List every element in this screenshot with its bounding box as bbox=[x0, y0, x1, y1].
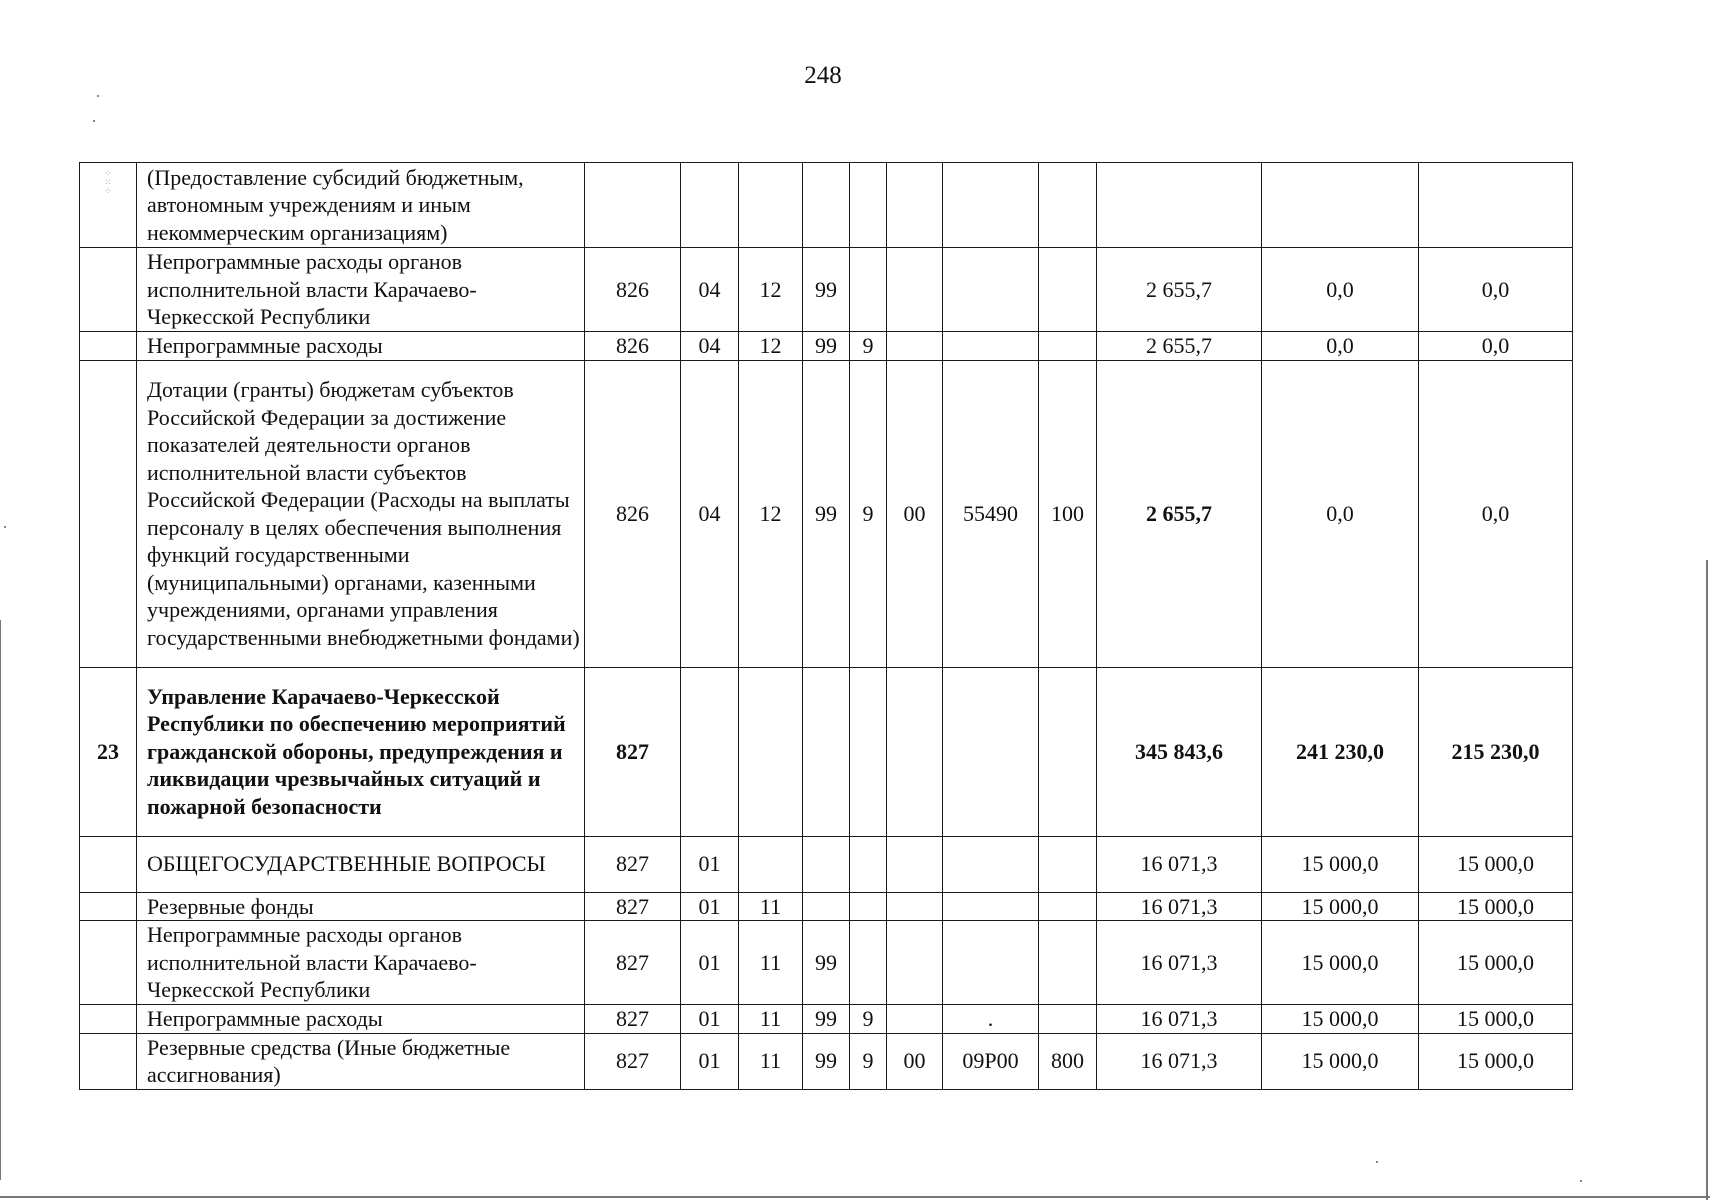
cell-expense-type bbox=[1039, 248, 1097, 332]
cell-ministry-code: 827 bbox=[585, 667, 681, 836]
cell-amount-3: 15 000,0 bbox=[1419, 892, 1573, 921]
row-number bbox=[80, 360, 137, 667]
cell-amount-2: 241 230,0 bbox=[1262, 667, 1419, 836]
row-name: Непрограммные расходы органов исполнительной власти Карачаево-Черкесской Республики bbox=[137, 248, 585, 332]
cell-main-event bbox=[887, 667, 943, 836]
row-name: Резервные фонды bbox=[137, 892, 585, 921]
cell-amount-3: 15 000,0 bbox=[1419, 1005, 1573, 1034]
table-row bbox=[80, 667, 1573, 836]
cell-section: 04 bbox=[681, 360, 739, 667]
cell-amount-2: 15 000,0 bbox=[1262, 1033, 1419, 1089]
row-number bbox=[80, 248, 137, 332]
cell-ministry-code bbox=[585, 163, 681, 248]
row-number bbox=[80, 836, 137, 892]
cell-subsection: 11 bbox=[739, 1033, 803, 1089]
cell-subsection: 12 bbox=[739, 248, 803, 332]
cell-direction: 09Р00 bbox=[943, 1033, 1039, 1089]
cell-ministry-code: 827 bbox=[585, 921, 681, 1005]
table-row bbox=[80, 1033, 1573, 1089]
cell-amount-1: 16 071,3 bbox=[1097, 892, 1262, 921]
cell-ministry-code: 827 bbox=[585, 892, 681, 921]
cell-program bbox=[803, 163, 850, 248]
table-row bbox=[80, 1005, 1573, 1034]
cell-program: 99 bbox=[803, 921, 850, 1005]
table-row bbox=[80, 921, 1573, 1005]
cell-subsection bbox=[739, 667, 803, 836]
cell-expense-type bbox=[1039, 163, 1097, 248]
cell-section: 01 bbox=[681, 892, 739, 921]
cell-amount-2: 15 000,0 bbox=[1262, 921, 1419, 1005]
cell-main-event bbox=[887, 892, 943, 921]
table-row bbox=[80, 360, 1573, 667]
cell-subsection bbox=[739, 836, 803, 892]
cell-program: 99 bbox=[803, 248, 850, 332]
cell-section: 04 bbox=[681, 248, 739, 332]
scan-edge-line bbox=[0, 620, 1, 1180]
cell-section: 01 bbox=[681, 1005, 739, 1034]
cell-subprogram: 9 bbox=[850, 332, 887, 361]
cell-amount-3: 15 000,0 bbox=[1419, 921, 1573, 1005]
cell-amount-2: 15 000,0 bbox=[1262, 892, 1419, 921]
scan-bottom-line bbox=[0, 1196, 1710, 1198]
cell-direction bbox=[943, 667, 1039, 836]
table-row bbox=[80, 836, 1573, 892]
cell-main-event bbox=[887, 248, 943, 332]
cell-subsection: 11 bbox=[739, 1005, 803, 1034]
cell-subprogram bbox=[850, 248, 887, 332]
row-number: 23 bbox=[80, 667, 137, 836]
cell-direction bbox=[943, 163, 1039, 248]
budget-table bbox=[79, 162, 1573, 1090]
cell-amount-1: 16 071,3 bbox=[1097, 921, 1262, 1005]
cell-expense-type bbox=[1039, 836, 1097, 892]
cell-direction bbox=[943, 332, 1039, 361]
row-number bbox=[80, 1005, 137, 1034]
cell-program: 99 bbox=[803, 332, 850, 361]
cell-subsection: 12 bbox=[739, 332, 803, 361]
cell-amount-1: 2 655,7 bbox=[1097, 332, 1262, 361]
cell-direction bbox=[943, 892, 1039, 921]
cell-amount-3: 0,0 bbox=[1419, 332, 1573, 361]
cell-subprogram: 9 bbox=[850, 1033, 887, 1089]
cell-amount-3: 0,0 bbox=[1419, 360, 1573, 667]
scan-dot bbox=[1376, 1161, 1378, 1163]
cell-main-event bbox=[887, 921, 943, 1005]
cell-amount-1: 16 071,3 bbox=[1097, 836, 1262, 892]
cell-direction: . bbox=[943, 1005, 1039, 1034]
row-name: Непрограммные расходы bbox=[137, 332, 585, 361]
cell-expense-type bbox=[1039, 921, 1097, 1005]
row-number bbox=[80, 1033, 137, 1089]
cell-main-event bbox=[887, 836, 943, 892]
cell-amount-1: 16 071,3 bbox=[1097, 1005, 1262, 1034]
row-number bbox=[80, 892, 137, 921]
scan-dot bbox=[1580, 1180, 1582, 1182]
cell-expense-type bbox=[1039, 892, 1097, 921]
cell-subsection: 12 bbox=[739, 360, 803, 667]
cell-amount-1: 16 071,3 bbox=[1097, 1033, 1262, 1089]
cell-section: 01 bbox=[681, 921, 739, 1005]
row-number bbox=[80, 921, 137, 1005]
cell-amount-1: 2 655,7 bbox=[1097, 360, 1262, 667]
cell-direction bbox=[943, 248, 1039, 332]
scan-dot bbox=[93, 120, 95, 122]
cell-direction: 55490 bbox=[943, 360, 1039, 667]
cell-ministry-code: 826 bbox=[585, 360, 681, 667]
cell-main-event: 00 bbox=[887, 360, 943, 667]
cell-amount-2: 0,0 bbox=[1262, 332, 1419, 361]
cell-amount-2: 15 000,0 bbox=[1262, 1005, 1419, 1034]
cell-ministry-code: 827 bbox=[585, 836, 681, 892]
page-number: 248 bbox=[804, 62, 842, 89]
cell-expense-type bbox=[1039, 667, 1097, 836]
cell-direction bbox=[943, 836, 1039, 892]
cell-expense-type bbox=[1039, 1005, 1097, 1034]
cell-main-event bbox=[887, 1005, 943, 1034]
cell-ministry-code: 827 bbox=[585, 1005, 681, 1034]
cell-main-event: 00 bbox=[887, 1033, 943, 1089]
row-name: (Предоставление субсидий бюджетным, автономным учреждениям и иным некоммерческим организациям) bbox=[137, 163, 585, 248]
row-name: Непрограммные расходы органов исполнительной власти Карачаево-Черкесской Республики bbox=[137, 921, 585, 1005]
cell-direction bbox=[943, 921, 1039, 1005]
cell-subsection bbox=[739, 163, 803, 248]
cell-ministry-code: 826 bbox=[585, 248, 681, 332]
cell-amount-3 bbox=[1419, 163, 1573, 248]
cell-amount-1: 345 843,6 bbox=[1097, 667, 1262, 836]
cell-subprogram bbox=[850, 163, 887, 248]
scan-edge-line bbox=[1706, 560, 1708, 1200]
row-name: Непрограммные расходы bbox=[137, 1005, 585, 1034]
cell-program bbox=[803, 667, 850, 836]
cell-amount-1 bbox=[1097, 163, 1262, 248]
cell-amount-3: 15 000,0 bbox=[1419, 836, 1573, 892]
cell-subprogram: 9 bbox=[850, 360, 887, 667]
cell-amount-3: 15 000,0 bbox=[1419, 1033, 1573, 1089]
scan-dot bbox=[97, 95, 99, 97]
cell-program: 99 bbox=[803, 1033, 850, 1089]
cell-section bbox=[681, 667, 739, 836]
row-name: ОБЩЕГОСУДАРСТВЕННЫЕ ВОПРОСЫ bbox=[137, 836, 585, 892]
cell-expense-type bbox=[1039, 332, 1097, 361]
table-row bbox=[80, 892, 1573, 921]
cell-amount-2: 15 000,0 bbox=[1262, 836, 1419, 892]
table-row bbox=[80, 332, 1573, 361]
row-name: Резервные средства (Иные бюджетные ассигнования) bbox=[137, 1033, 585, 1089]
cell-amount-2 bbox=[1262, 163, 1419, 248]
cell-subsection: 11 bbox=[739, 892, 803, 921]
cell-section: 01 bbox=[681, 836, 739, 892]
cell-section bbox=[681, 163, 739, 248]
table-row bbox=[80, 248, 1573, 332]
cell-program: 99 bbox=[803, 360, 850, 667]
cell-amount-2: 0,0 bbox=[1262, 248, 1419, 332]
cell-subprogram bbox=[850, 836, 887, 892]
row-name: Управление Карачаево-Черкесской Республики по обеспечению мероприятий гражданской обороны, предупреждения и ликвидации чрезвычайных ситуаций и пожарной безопасности bbox=[137, 667, 585, 836]
table-row bbox=[80, 163, 1573, 248]
scan-dot bbox=[4, 526, 6, 528]
cell-subprogram bbox=[850, 921, 887, 1005]
cell-amount-3: 215 230,0 bbox=[1419, 667, 1573, 836]
cell-program: 99 bbox=[803, 1005, 850, 1034]
cell-expense-type: 800 bbox=[1039, 1033, 1097, 1089]
cell-ministry-code: 827 bbox=[585, 1033, 681, 1089]
cell-program bbox=[803, 892, 850, 921]
cell-main-event bbox=[887, 163, 943, 248]
cell-program bbox=[803, 836, 850, 892]
cell-expense-type: 100 bbox=[1039, 360, 1097, 667]
cell-subprogram bbox=[850, 892, 887, 921]
row-name: Дотации (гранты) бюджетам субъектов Российской Федерации за достижение показателей деятельности органов исполнительной власти субъектов Российской Федерации (Расходы на выплаты персоналу в целях обеспечения выполнения функций государственными (муниципальными) органами, казенными учреждениями, органами управления государственными внебюджетными фондами) bbox=[137, 360, 585, 667]
cell-subprogram bbox=[850, 667, 887, 836]
cell-section: 04 bbox=[681, 332, 739, 361]
cell-subprogram: 9 bbox=[850, 1005, 887, 1034]
cell-section: 01 bbox=[681, 1033, 739, 1089]
cell-amount-3: 0,0 bbox=[1419, 248, 1573, 332]
row-number bbox=[80, 332, 137, 361]
cell-subsection: 11 bbox=[739, 921, 803, 1005]
cell-amount-1: 2 655,7 bbox=[1097, 248, 1262, 332]
cell-ministry-code: 826 bbox=[585, 332, 681, 361]
row-number: ⁘ ⁙ ⁘ bbox=[80, 163, 137, 248]
cell-amount-2: 0,0 bbox=[1262, 360, 1419, 667]
cell-main-event bbox=[887, 332, 943, 361]
